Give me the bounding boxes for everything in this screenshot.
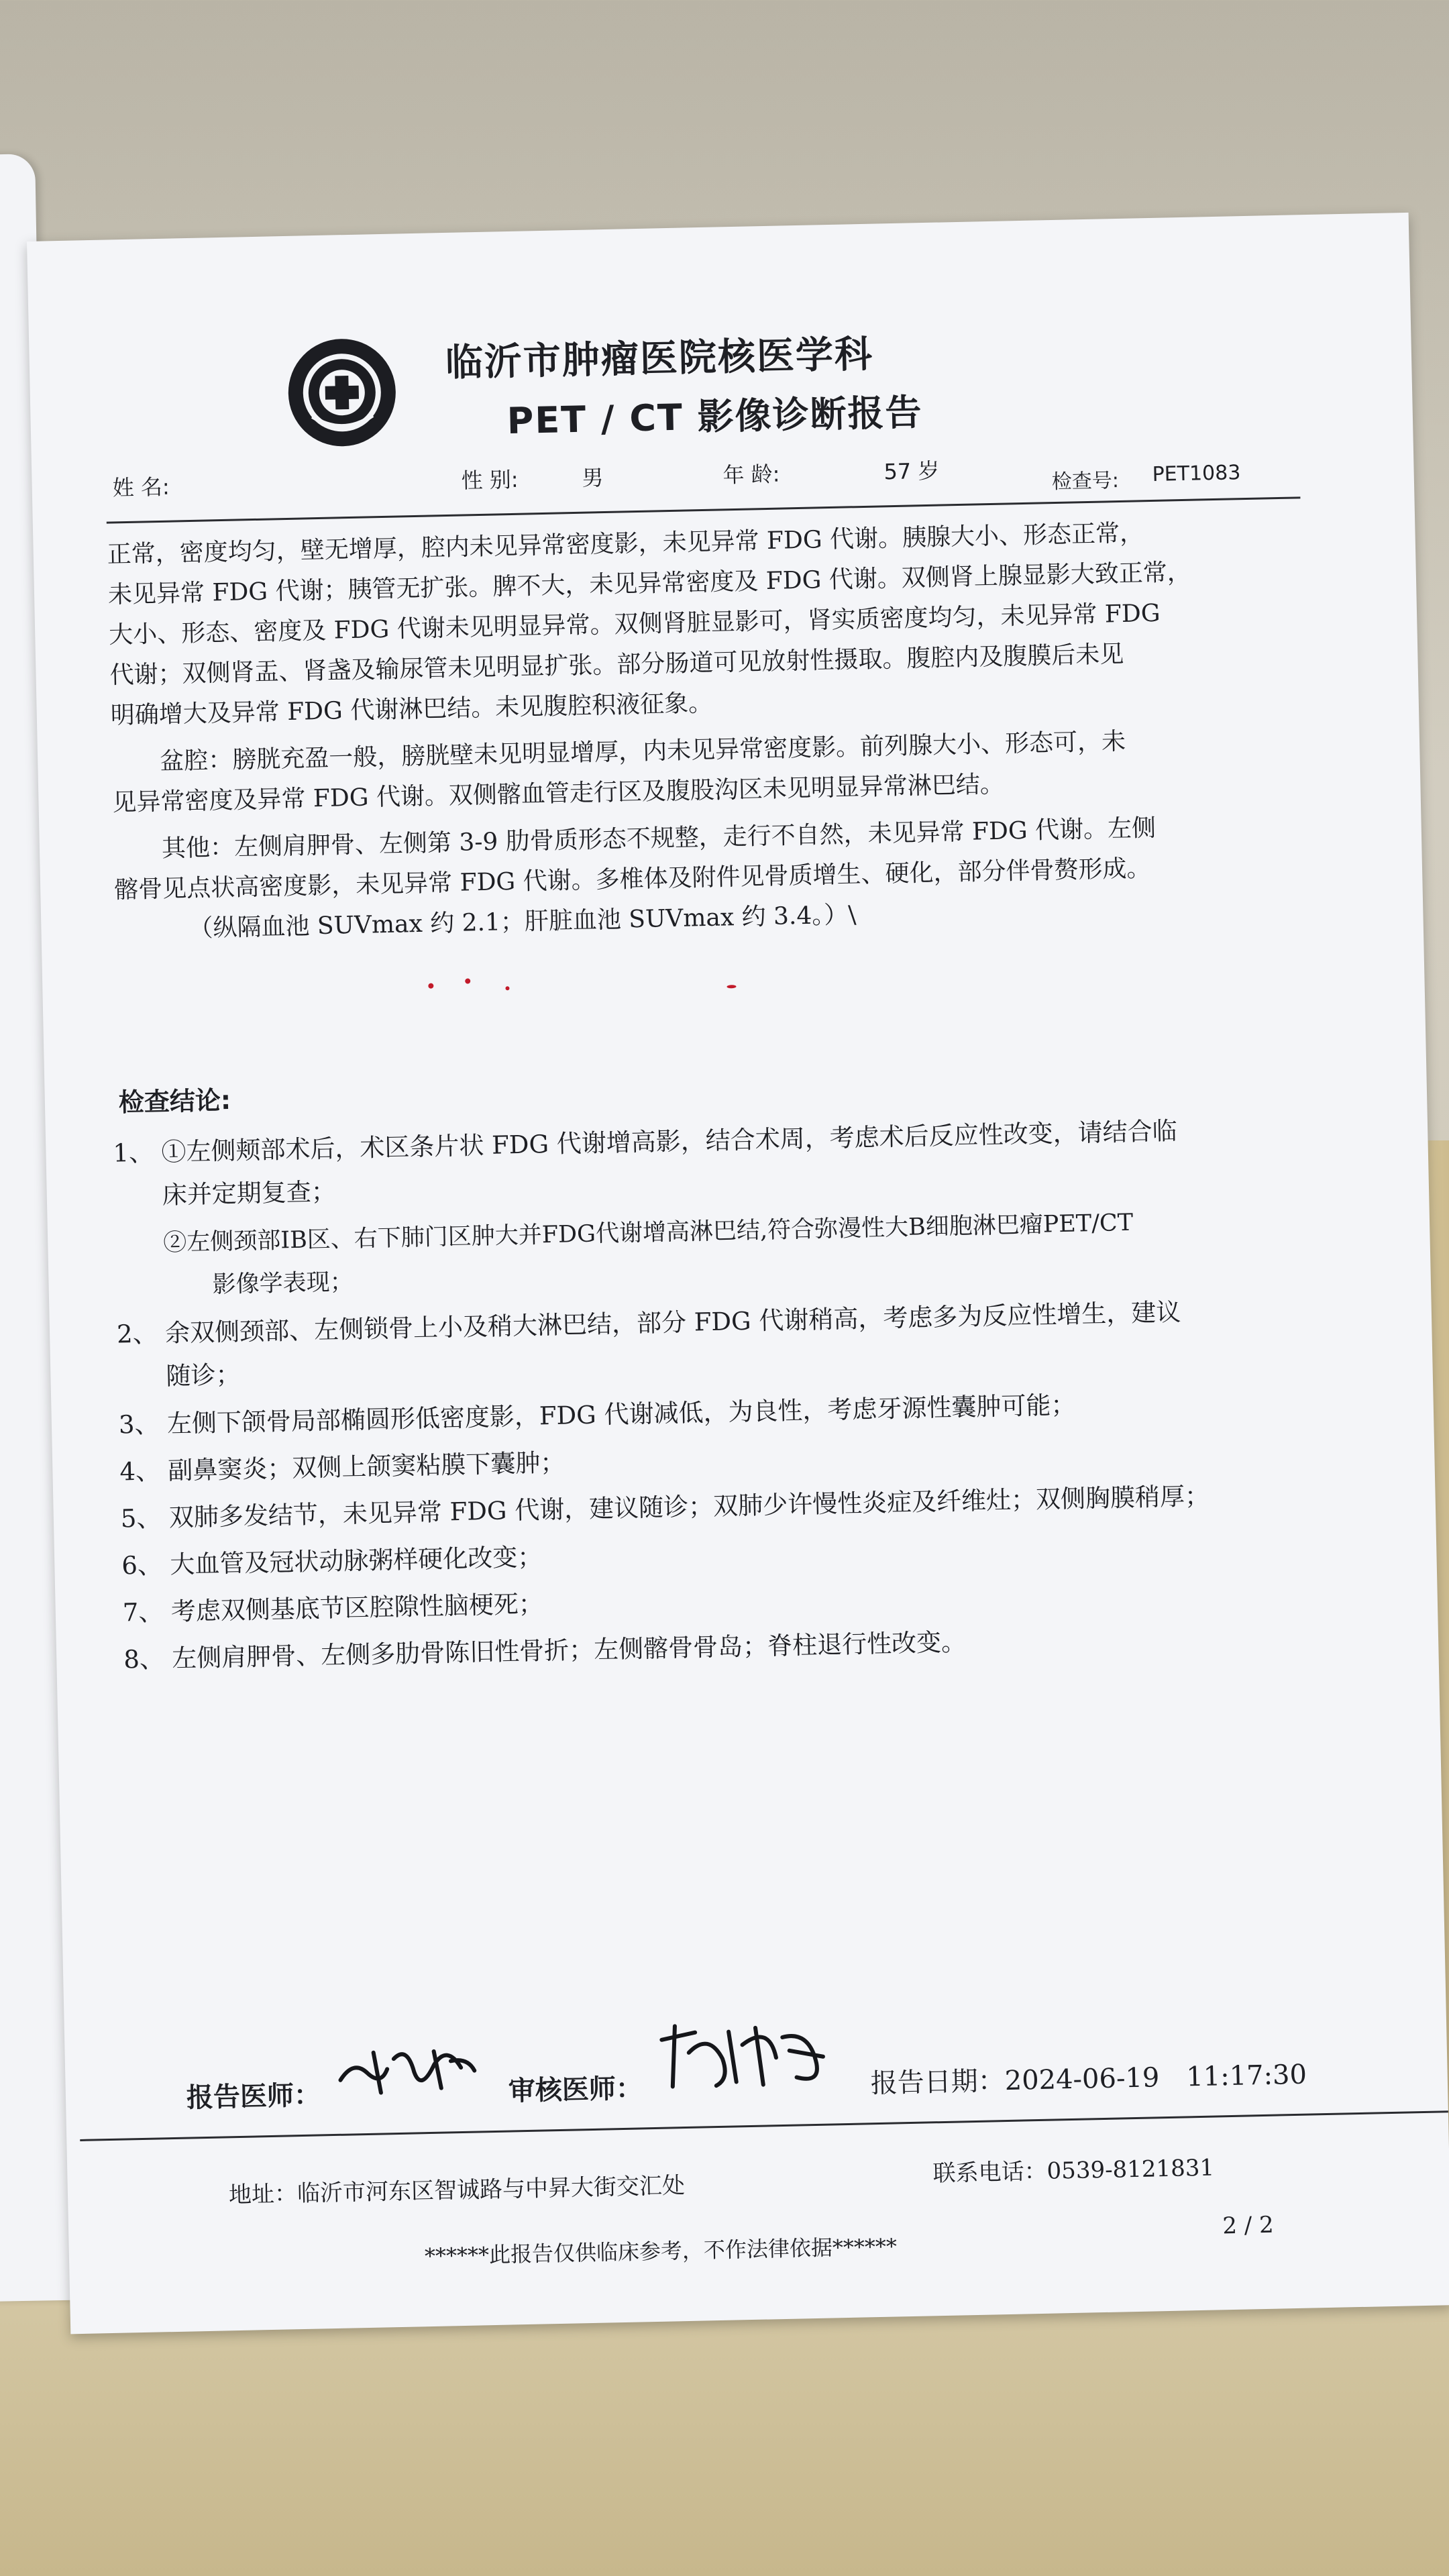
findings-other xyxy=(113,805,1322,951)
text-line: 未见异常 FDG 代谢；胰管无扩张。脾不大，未见异常密度及 FDG 代谢。双侧肾上腺显影大致正常， xyxy=(107,558,1192,609)
report-doctor-label: 报告医师： xyxy=(186,2079,321,2114)
red-mark xyxy=(428,983,433,989)
hospital-name: 临沂市肿瘤医院核医学科 xyxy=(445,332,874,385)
report-title: PET / CT 影像诊断报告 xyxy=(506,391,924,443)
item-text: 影像学表现； xyxy=(212,1269,354,1299)
item-text: 副鼻窦炎；双侧上颌窦粘膜下囊肿； xyxy=(167,1448,566,1485)
text-line: 其他：左侧肩胛骨、左侧第 3-9 肋骨质形态不规整，走行不自然，未见异常 FDG 代谢。左侧 xyxy=(161,814,1157,863)
age-value: 57 岁 xyxy=(883,458,940,485)
age-label: 年 龄: xyxy=(722,461,780,488)
item-number: 1、 xyxy=(113,1138,154,1168)
exam-no-label: 检查号: xyxy=(1051,468,1120,494)
disclaimer: ******此报告仅供临床参考，不作法律依据****** xyxy=(424,2233,898,2269)
text-line: 盆腔：膀胱充盈一般，膀胱壁未见明显增厚，内未见异常密度影。前列腺大小、形态可，未 xyxy=(159,727,1126,776)
findings-abdomen xyxy=(107,510,1318,737)
item-text: 考虑双侧基底节区腔隙性脑梗死； xyxy=(170,1589,544,1626)
item-text: 余双侧颈部、左侧锁骨上小及稍大淋巴结，部分 FDG 代谢稍高，考虑多为反应性增生，建议 xyxy=(164,1297,1181,1348)
item-number: 5、 xyxy=(120,1503,162,1534)
red-mark xyxy=(465,978,470,983)
address: 地址：临沂市河东区智诚路与中昇大街交汇处 xyxy=(228,2172,686,2209)
item-text: 床并定期复查； xyxy=(162,1177,337,1210)
conclusion-heading: 检查结论: xyxy=(118,1085,231,1118)
findings-pelvis xyxy=(111,718,1320,824)
sex-label: 性 别: xyxy=(461,466,519,494)
report-date: 报告日期：2024-06-19 11:17:30 xyxy=(870,2059,1307,2100)
sex-value: 男 xyxy=(582,465,604,491)
hospital-logo-icon xyxy=(284,334,400,451)
item-text: 左侧肩胛骨、左侧多肋骨陈旧性骨折；左侧髂骨骨岛；脊柱退行性改变。 xyxy=(171,1627,967,1673)
report-page xyxy=(27,213,1449,2334)
text-line: 明确增大及异常 FDG 代谢淋巴结。未见腹腔积液征象。 xyxy=(110,689,713,730)
item-number: 4、 xyxy=(119,1456,161,1487)
item-text: 大血管及冠状动脉粥样硬化改变； xyxy=(169,1542,543,1579)
review-doctor-label: 审核医师： xyxy=(508,2072,643,2107)
item-number: 2、 xyxy=(116,1319,158,1349)
item-text: ①左侧颊部术后，术区条片状 FDG 代谢增高影，结合术周，考虑术后反应性改变，请结合临 xyxy=(161,1116,1178,1167)
item-text: 随诊； xyxy=(166,1360,241,1391)
red-mark xyxy=(727,985,736,988)
suv-values: （纵隔血池 SUVmax 约 2.1；肝脏血池 SUVmax 约 3.4。）\ xyxy=(189,901,857,943)
item-number: 8、 xyxy=(123,1644,165,1674)
text-line: 大小、形态、密度及 FDG 代谢未见明显异常。双侧肾脏显影可，肾实质密度均匀，未见异常 FDG xyxy=(108,599,1161,649)
text-line: 正常，密度均匀，壁无增厚，腔内未见异常密度影，未见异常 FDG 代谢。胰腺大小、形态正常， xyxy=(107,519,1144,569)
report-doctor-signature xyxy=(333,2030,482,2107)
review-doctor-signature xyxy=(655,2010,831,2100)
text-line: 代谢；双侧肾盂、肾盏及输尿管未见明显扩张。部分肠道可见放射性摄取。腹腔内及腹膜后未见 xyxy=(109,640,1124,690)
phone: 联系电话：0539-8121831 xyxy=(932,2154,1215,2188)
item-text: 左侧下颌骨局部椭圆形低密度影，FDG 代谢减低，为良性，考虑牙源性囊肿可能； xyxy=(166,1390,1076,1439)
item-text: ②左侧颈部ⅠB区、右下肺门区肿大并FDG代谢增高淋巴结,符合弥漫性大B细胞淋巴瘤PET/CT xyxy=(162,1209,1134,1257)
page-number: 2 / 2 xyxy=(1222,2211,1275,2240)
item-number: 6、 xyxy=(121,1550,163,1580)
item-number: 7、 xyxy=(122,1597,164,1627)
text-line: 见异常密度及异常 FDG 代谢。双侧髂血管走行区及腹股沟区未见明显异常淋巴结。 xyxy=(112,770,1005,817)
text-line: 髂骨见点状高密度影，未见异常 FDG 代谢。多椎体及附件见骨质增生、硬化，部分伴骨赘形成。 xyxy=(113,855,1151,904)
footer-divider xyxy=(80,2110,1448,2141)
exam-no-value: PET1083 xyxy=(1152,461,1241,486)
red-mark xyxy=(505,986,509,990)
item-number: 3、 xyxy=(118,1409,160,1440)
name-label: 姓 名: xyxy=(112,474,170,501)
item-text: 双肺多发结节，未见异常 FDG 代谢，建议随诊；双肺少许慢性炎症及纤维灶；双侧胸膜稍厚； xyxy=(168,1481,1210,1532)
